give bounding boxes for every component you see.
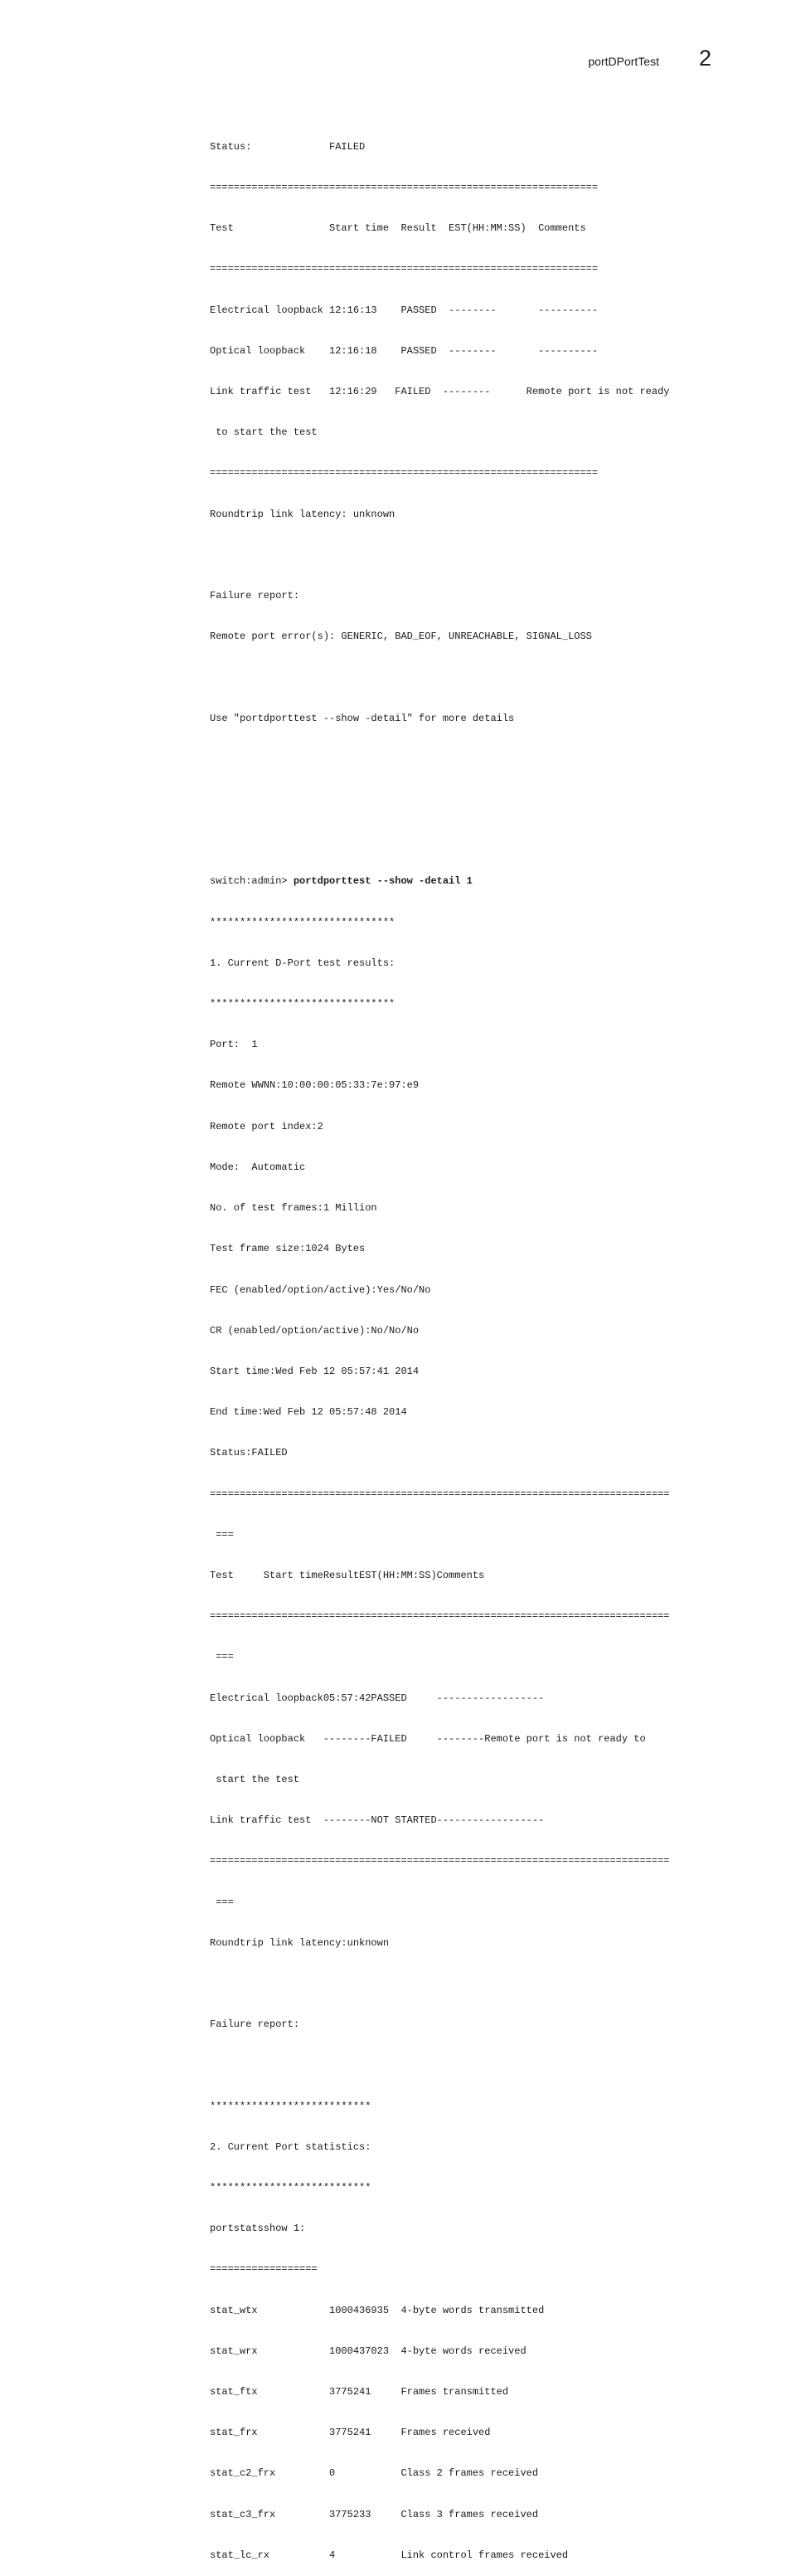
code-line: Use "portdporttest --show -detail" for more details xyxy=(210,712,515,724)
code-line: stat_wtx 1000436935 4-byte words transmitted xyxy=(210,2304,545,2316)
code-line xyxy=(210,793,670,806)
chapter-number: 2 xyxy=(698,46,711,71)
code-line: Start time:Wed Feb 12 05:57:41 2014 xyxy=(210,1365,420,1377)
code-line: End time:Wed Feb 12 05:57:48 2014 xyxy=(210,1406,407,1419)
header-title: portDPortTest xyxy=(588,55,659,68)
command-line xyxy=(210,874,670,888)
code-line: CR (enabled/option/active):No/No/No xyxy=(210,1324,420,1337)
code-line xyxy=(210,548,670,562)
code-line: === xyxy=(210,1896,234,1908)
code-line: === xyxy=(210,1651,234,1663)
code-line: Optical loopback 12:16:18 PASSED -------- ---------- xyxy=(210,344,599,357)
code-line: stat_ftx 3775241 Frames transmitted xyxy=(210,2385,509,2398)
code-line: Port: 1 xyxy=(210,1039,258,1051)
code-line: stat_frx 3775241 Frames received xyxy=(210,2427,491,2439)
code-line: stat_c3_frx 3775233 Class 3 frames received xyxy=(210,2508,539,2520)
code-line: FEC (enabled/option/active):Yes/No/No xyxy=(210,1283,431,1296)
code-line: Electrical loopback 12:16:13 PASSED -------- ---------- xyxy=(210,304,599,316)
command-prompt: switch:admin> xyxy=(210,875,294,888)
code-line: 2. Current Port statistics: xyxy=(210,2140,371,2153)
code-line: ================================================================= xyxy=(210,467,599,480)
code-line: Remote port error(s): GENERIC, BAD_EOF, UNREACHABLE, SIGNAL_LOSS xyxy=(210,631,592,643)
code-line: stat_wrx 1000437023 4-byte words received xyxy=(210,2345,527,2357)
code-line: Roundtrip link latency:unknown xyxy=(210,1936,390,1949)
code-line: ================================================================= xyxy=(210,263,599,275)
code-line: Roundtrip link latency: unknown xyxy=(210,508,396,520)
code-line: No. of test frames:1 Million xyxy=(210,1202,377,1215)
code-line xyxy=(210,834,670,847)
code-line xyxy=(210,1977,670,1990)
code-line: Failure report: xyxy=(210,590,300,602)
code-line: 1. Current D-Port test results: xyxy=(210,957,396,969)
code-line: Remote WWNN:10:00:00:05:33:7e:97:e9 xyxy=(210,1079,420,1092)
code-line: Status:FAILED xyxy=(210,1447,288,1459)
code-line: stat_c2_frx 0 Class 2 frames received xyxy=(210,2467,539,2480)
code-line: Mode: Automatic xyxy=(210,1161,306,1173)
code-line: ******************************* xyxy=(210,998,396,1010)
code-line: ============================================================================= xyxy=(210,1610,670,1623)
code-line: ============================================================================= xyxy=(210,1855,670,1867)
code-line: *************************** xyxy=(210,2100,371,2112)
code-line: ******************************* xyxy=(210,916,396,928)
code-line: === xyxy=(210,1528,234,1541)
code-line: *************************** xyxy=(210,2181,371,2194)
code-line: Test Start time Result EST(HH:MM:SS) Comments xyxy=(210,222,586,235)
code-line: ============================================================================= xyxy=(210,1488,670,1500)
code-line: Remote port index:2 xyxy=(210,1120,323,1132)
code-line: start the test xyxy=(210,1773,300,1785)
code-line: Test frame size:1024 Bytes xyxy=(210,1243,366,1255)
code-line xyxy=(210,752,670,766)
code-line: ================================================================= xyxy=(210,182,599,194)
code-line: Status: FAILED xyxy=(210,140,366,153)
code-line: stat_lc_rx 4 Link control frames received xyxy=(210,2549,569,2561)
code-line: ================== xyxy=(210,2263,318,2276)
code-listing xyxy=(210,113,670,2576)
command-text: portdporttest --show -detail 1 xyxy=(293,875,473,888)
code-line xyxy=(210,2058,670,2072)
code-line: Optical loopback --------FAILED --------Remote port is not ready to xyxy=(210,1732,646,1745)
code-line: Link traffic test 12:16:29 FAILED -------- Remote port is not ready xyxy=(210,386,670,398)
code-line: Test Start timeResultEST(HH:MM:SS)Comments xyxy=(210,1569,485,1581)
code-line: Electrical loopback05:57:42PASSED ------------------ xyxy=(210,1692,545,1704)
code-line: to start the test xyxy=(210,426,318,439)
code-line: Link traffic test --------NOT STARTED------------------ xyxy=(210,1814,545,1827)
page-header xyxy=(588,46,711,71)
code-line: Failure report: xyxy=(210,2018,300,2031)
code-line xyxy=(210,670,670,684)
code-line: portstatsshow 1: xyxy=(210,2223,306,2235)
